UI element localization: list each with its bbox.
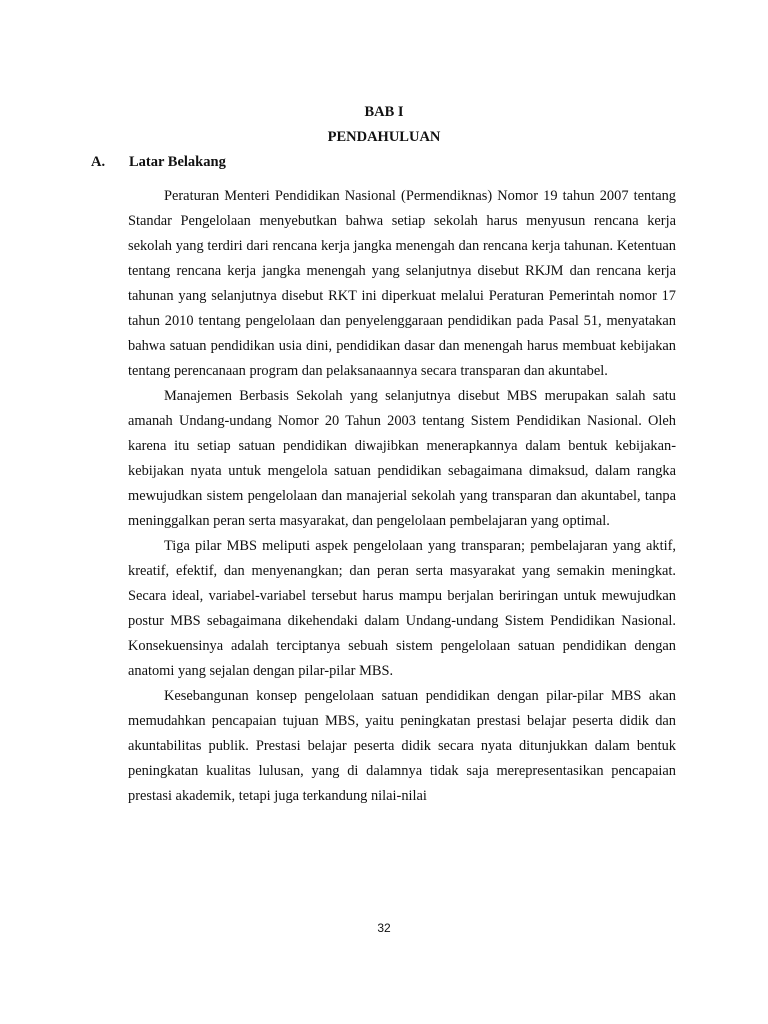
paragraph: Manajemen Berbasis Sekolah yang selanjutnya disebut MBS merupakan salah satu amanah Undang-undang Nomor 20 Tahun 2003 tentang Sistem Pendidikan Nasional. Oleh karena itu setiap satuan pendidikan diwajibkan menerapkannya dalam bentuk kebijakan-kebijakan nyata untuk mengelola satuan pendidikan sebagaimana dimaksud, dalam rangka mewujudkan sistem pengelolaan dan manajerial sekolah yang transparan dan akuntabel, tanpa meninggalkan peran serta masyarakat, dan pengelolaan pembelajaran yang optimal. [128,388,676,529]
section-title: Latar Belakang [129,154,226,170]
chapter-title: PENDAHULUAN [327,129,441,145]
chapter-number: BAB I [364,104,404,120]
paragraph: Tiga pilar MBS meliputi aspek pengelolaan yang transparan; pembelajaran yang aktif, kreatif, efektif, dan menyenangkan; dan peran serta masyarakat yang semakin meningkat. Secara ideal, variabel-variabel tersebut harus mampu berjalan beriringan untuk mewujudkan postur MBS sebagaimana dikehendaki dalam Undang-undang Sistem Pendidikan Nasional. Konsekuensinya adalah terciptanya sebuah sistem pengelolaan satuan pendidikan dengan anatomi yang sejalan dengan pilar-pilar MBS. [128,538,676,679]
paragraph: Kesebangunan konsep pengelolaan satuan pendidikan dengan pilar-pilar MBS akan memudahkan pencapaian tujuan MBS, yaitu peningkatan prestasi belajar peserta didik dan akuntabilitas publik. Prestasi belajar peserta didik secara nyata ditunjukkan dalam bentuk peningkatan kualitas lulusan, yang di dalamnya tidak saja merepresentasikan pencapaian prestasi akademik, tetapi juga terkandung nilai-nilai [128,688,676,804]
paragraph: Peraturan Menteri Pendidikan Nasional (Permendiknas) Nomor 19 tahun 2007 tentang Standar Pengelolaan menyebutkan bahwa setiap sekolah harus menyusun rencana kerja sekolah yang terdiri dari rencana kerja jangka menengah dan rencana kerja tahunan. Ketentuan tentang rencana kerja jangka menengah yang selanjutnya disebut RKJM dan rencana kerja tahunan yang selanjutnya disebut RKT ini diperkuat melalui Peraturan Pemerintah nomor 17 tahun 2010 tentang pengelolaan dan penyelenggaraan pendidikan pada Pasal 51, menyatakan bahwa satuan pendidikan usia dini, pendidikan dasar dan menengah harus membuat kebijakan tentang perencanaan program dan pelaksanaannya secara transparan dan akuntabel. [128,188,676,379]
section-marker: A. [91,154,106,170]
section-heading [91,153,226,171]
page-number: 32 [377,921,391,935]
body-text [128,184,676,809]
